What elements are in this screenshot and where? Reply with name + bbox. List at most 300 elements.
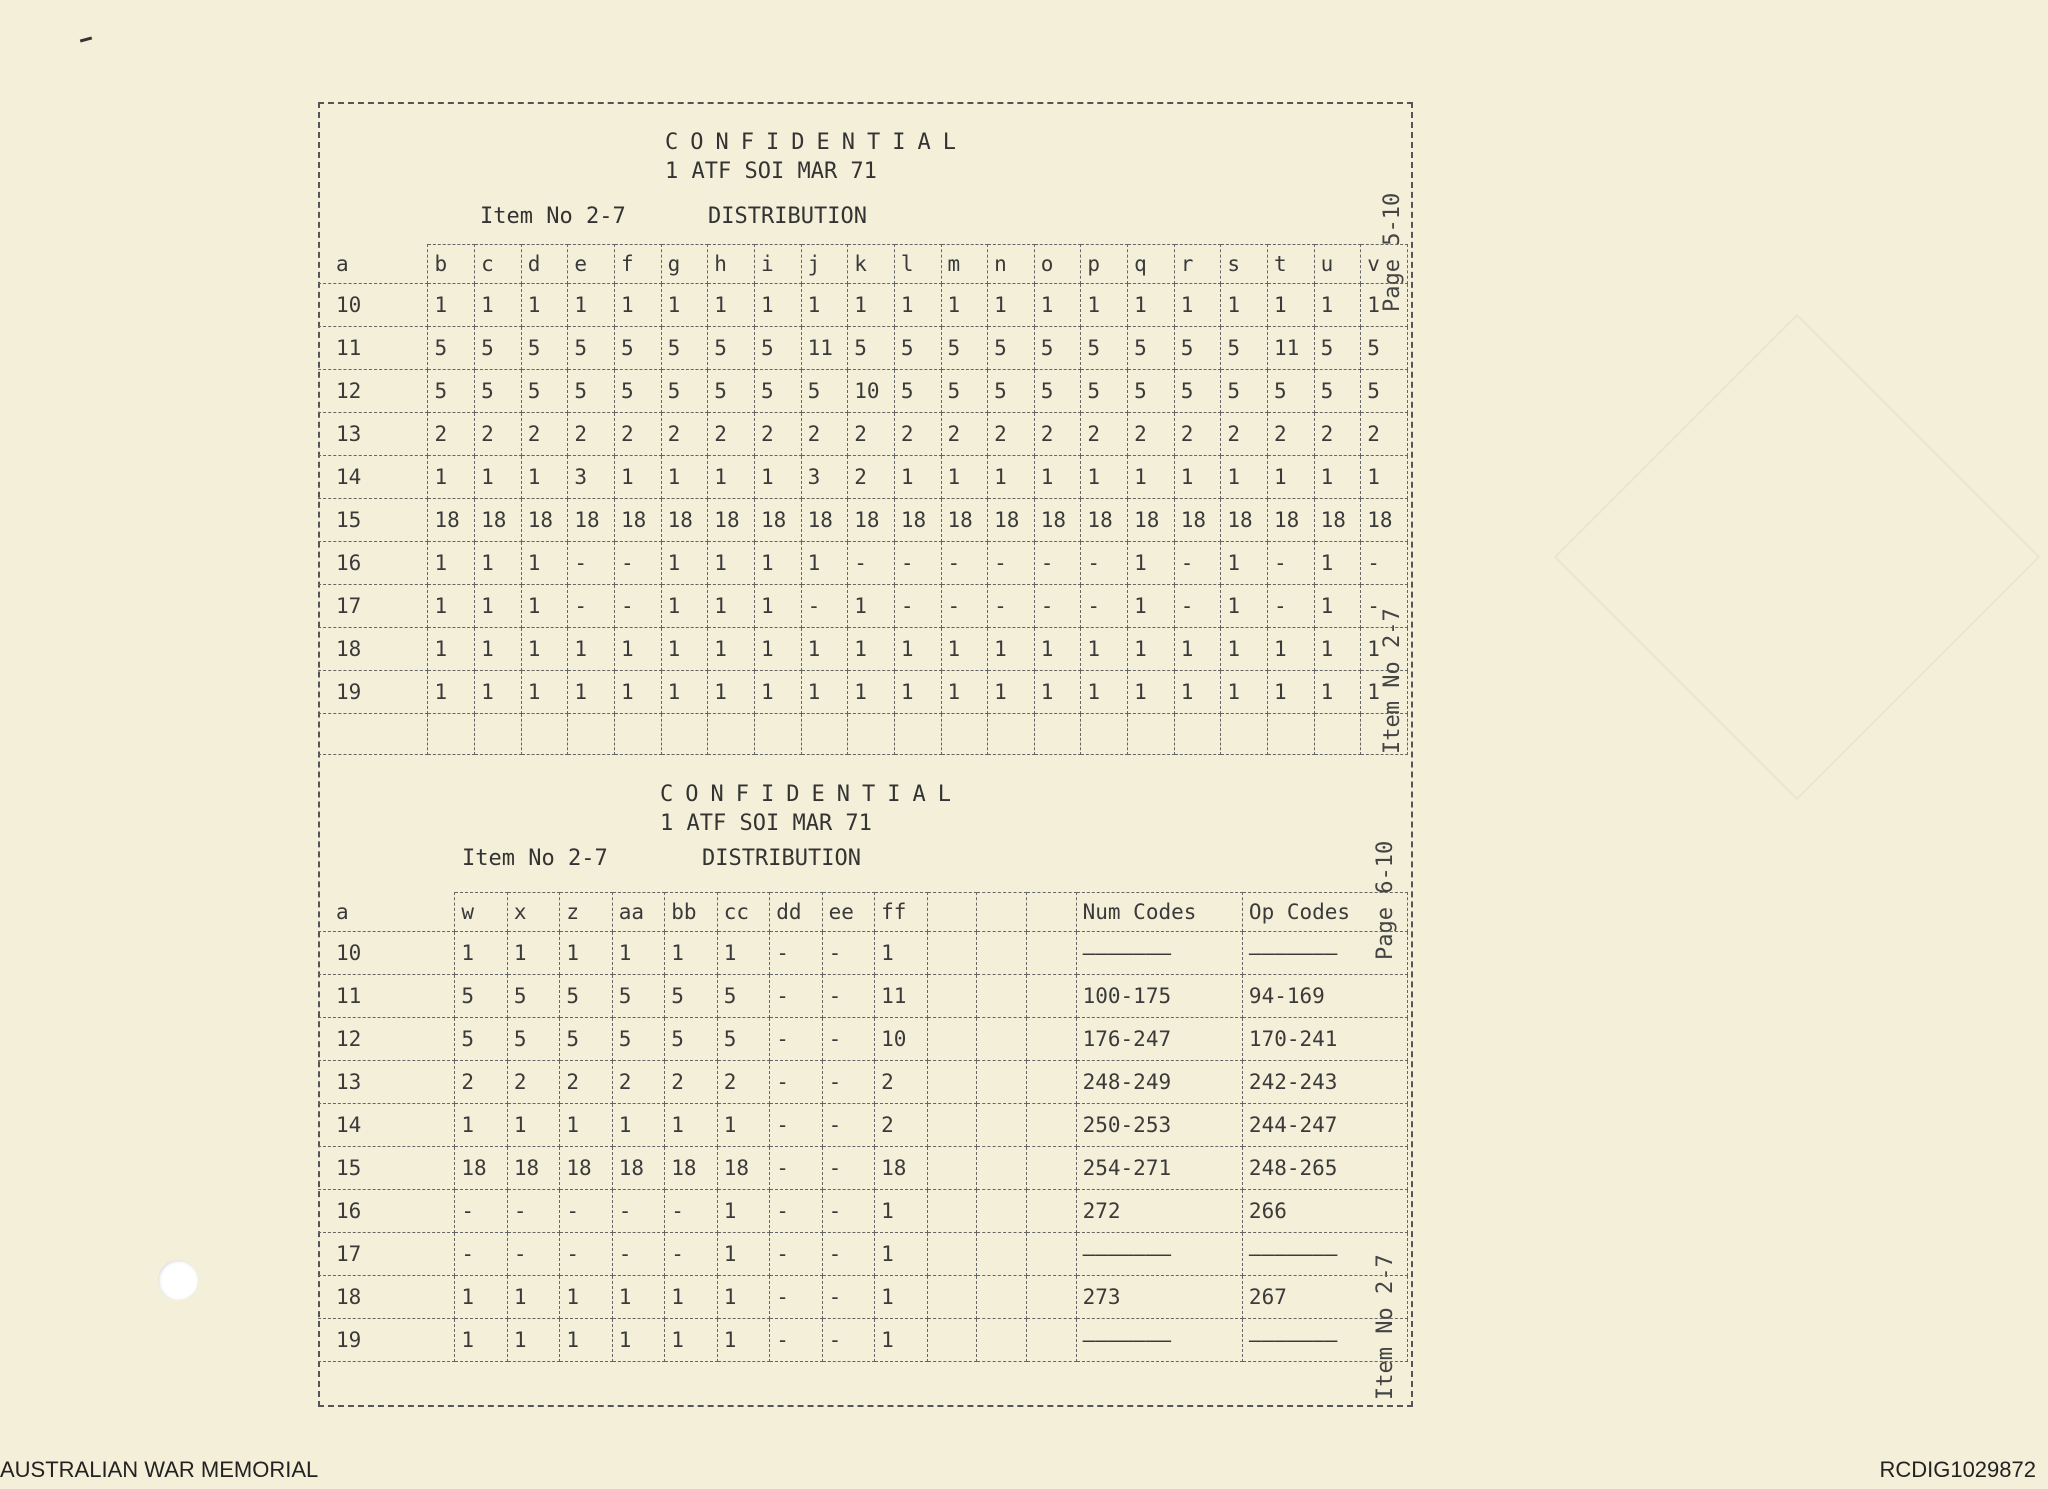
column-header-cell: o (1034, 245, 1081, 284)
column-header-cell: i (754, 245, 801, 284)
table-cell: - (507, 1233, 559, 1276)
row-label-cell: 10 (318, 284, 428, 327)
table-cell: - (1081, 585, 1128, 628)
table-cell: 1 (665, 932, 717, 975)
table-cell: 5 (507, 1018, 559, 1061)
table-cell: 18 (665, 1147, 717, 1190)
op-codes-cell: 248-265 (1242, 1147, 1407, 1190)
column-header-cell: k (848, 245, 895, 284)
row-label-cell: 10 (318, 932, 455, 975)
table-cell: 1 (1174, 628, 1221, 671)
table-cell: 18 (708, 499, 755, 542)
table-cell: 1 (1267, 284, 1314, 327)
table-cell: 5 (455, 975, 507, 1018)
table-cell: 18 (801, 499, 848, 542)
table-cell: 1 (1174, 671, 1221, 714)
table-cell: 1 (428, 628, 475, 671)
column-header-cell: ff (875, 893, 927, 932)
table-cell: 1 (521, 671, 568, 714)
table-cell: 5 (1267, 370, 1314, 413)
table-cell: 1 (708, 671, 755, 714)
table-cell: 1 (1174, 284, 1221, 327)
table-cell: 18 (1128, 499, 1175, 542)
table-cell: 1 (1034, 628, 1081, 671)
table-cell: 1 (754, 671, 801, 714)
num-codes-cell: 100-175 (1076, 975, 1242, 1018)
column-header-cell: v (1361, 245, 1408, 284)
num-codes-cell: ——————— (1076, 932, 1242, 975)
table-cell: 1 (708, 542, 755, 585)
num-codes-cell: ——————— (1076, 1319, 1242, 1362)
table-cell: 5 (1221, 370, 1268, 413)
table-cell: 5 (521, 327, 568, 370)
table-cell: 2 (988, 413, 1035, 456)
op-codes-header: Op Codes (1242, 893, 1407, 932)
table-cell: 5 (661, 370, 708, 413)
table-cell: 1 (875, 1190, 927, 1233)
table-row (318, 1319, 1408, 1362)
table-cell: 2 (801, 413, 848, 456)
table-cell: - (988, 585, 1035, 628)
table-cell: 1 (475, 542, 522, 585)
row-label-cell (318, 714, 428, 755)
table-cell (1174, 714, 1221, 755)
table-cell (1081, 714, 1128, 755)
table-cell: - (941, 585, 988, 628)
row-label-cell: 16 (318, 1190, 455, 1233)
table-cell: 1 (568, 671, 615, 714)
table-cell (708, 714, 755, 755)
table-row (318, 456, 1408, 499)
table-cell: 2 (848, 456, 895, 499)
column-header-cell: w (455, 893, 507, 932)
table-cell: 18 (1174, 499, 1221, 542)
table-cell: - (988, 542, 1035, 585)
table-cell: 5 (1034, 370, 1081, 413)
table-cell: 1 (1221, 628, 1268, 671)
table-cell: - (822, 1061, 874, 1104)
row-header-cell: a (318, 245, 428, 284)
table-cell: 5 (717, 1018, 769, 1061)
table-cell: 5 (1128, 327, 1175, 370)
table-cell: 1 (1221, 456, 1268, 499)
table-cell: 1 (615, 628, 662, 671)
table-cell (801, 714, 848, 755)
table-cell (977, 932, 1027, 975)
table-cell: 1 (1221, 284, 1268, 327)
table-cell: 2 (1314, 413, 1361, 456)
table-cell: 5 (455, 1018, 507, 1061)
column-header-cell: h (708, 245, 755, 284)
table-cell (977, 1147, 1027, 1190)
table-cell: - (1034, 542, 1081, 585)
table-cell: 1 (1034, 284, 1081, 327)
num-codes-header: Num Codes (1076, 893, 1242, 932)
table-cell: 1 (754, 456, 801, 499)
table-cell: 1 (941, 284, 988, 327)
row-label-cell: 14 (318, 456, 428, 499)
page-edge-mark (80, 36, 92, 42)
table-cell (927, 1147, 977, 1190)
table-cell: 5 (475, 370, 522, 413)
table-cell: 18 (1314, 499, 1361, 542)
table-cell: 1 (615, 456, 662, 499)
table-cell: 2 (665, 1061, 717, 1104)
table-cell (1026, 1018, 1076, 1061)
table-cell: 5 (717, 975, 769, 1018)
table-cell: 18 (1034, 499, 1081, 542)
table-cell: 1 (1081, 456, 1128, 499)
table-cell: 5 (941, 327, 988, 370)
table-cell: 1 (521, 456, 568, 499)
table-cell: - (822, 932, 874, 975)
table-cell: 1 (661, 671, 708, 714)
table-cell: 3 (801, 456, 848, 499)
table-cell: 10 (848, 370, 895, 413)
table-cell: - (1267, 585, 1314, 628)
table-cell: 1 (988, 628, 1035, 671)
table-cell: 1 (1267, 456, 1314, 499)
table-cell: 1 (708, 456, 755, 499)
table-cell: 5 (568, 370, 615, 413)
row-label-cell: 15 (318, 499, 428, 542)
table-cell (927, 1018, 977, 1061)
table-cell (1034, 714, 1081, 755)
table-cell: 5 (661, 327, 708, 370)
table-row (318, 1147, 1408, 1190)
table-cell: 2 (1361, 413, 1408, 456)
table-cell: 5 (521, 370, 568, 413)
op-codes-cell: 170-241 (1242, 1018, 1407, 1061)
table-cell: - (848, 542, 895, 585)
table-cell: 2 (568, 413, 615, 456)
item-number: Item No 2-7 (480, 204, 626, 229)
table-cell: 1 (428, 671, 475, 714)
distribution-sheet-page-6 (320, 760, 1410, 1405)
table-cell: 1 (475, 671, 522, 714)
table-cell: 18 (615, 499, 662, 542)
table-cell: 1 (560, 1319, 612, 1362)
table-cell (927, 1319, 977, 1362)
table-cell: 1 (661, 542, 708, 585)
table-cell: - (822, 1319, 874, 1362)
table-cell: 1 (1034, 456, 1081, 499)
table-cell: 1 (1128, 284, 1175, 327)
table-cell: 1 (661, 628, 708, 671)
column-header-cell: e (568, 245, 615, 284)
table-cell (977, 975, 1027, 1018)
table-cell: 2 (717, 1061, 769, 1104)
table-cell: 11 (801, 327, 848, 370)
column-header-cell: g (661, 245, 708, 284)
table-cell: - (822, 1233, 874, 1276)
row-label-cell: 19 (318, 1319, 455, 1362)
table-cell: 5 (665, 1018, 717, 1061)
table-cell: 11 (1267, 327, 1314, 370)
table-cell: 5 (754, 327, 801, 370)
table-cell: 2 (455, 1061, 507, 1104)
num-codes-cell: 254-271 (1076, 1147, 1242, 1190)
table-cell: 1 (848, 628, 895, 671)
table-cell (1026, 932, 1076, 975)
table-cell: 5 (612, 975, 664, 1018)
table-row (318, 1018, 1408, 1061)
side-item-label: Item No 2-7 (1373, 1254, 1398, 1400)
column-header-cell: aa (612, 893, 664, 932)
table-cell: 18 (941, 499, 988, 542)
table-cell: 1 (875, 1233, 927, 1276)
table-cell: 2 (708, 413, 755, 456)
table-cell: 1 (848, 585, 895, 628)
table-cell: 1 (475, 456, 522, 499)
table-cell: 1 (875, 1319, 927, 1362)
op-codes-cell: 266 (1242, 1190, 1407, 1233)
table-cell: 5 (1361, 370, 1408, 413)
table-cell (1267, 714, 1314, 755)
table-cell: - (822, 1147, 874, 1190)
distribution-sheet-page-5 (320, 104, 1410, 754)
column-header-cell: z (560, 893, 612, 932)
table-cell (521, 714, 568, 755)
op-codes-cell: 267 (1242, 1276, 1407, 1319)
table-cell: 1 (894, 284, 941, 327)
row-label-cell: 11 (318, 327, 428, 370)
table-cell (1026, 1190, 1076, 1233)
table-row (318, 327, 1408, 370)
table-cell: 1 (875, 932, 927, 975)
table-cell: 1 (988, 456, 1035, 499)
table-cell (977, 1233, 1027, 1276)
distribution-label: DISTRIBUTION (708, 204, 867, 229)
row-label-cell: 16 (318, 542, 428, 585)
table-cell: - (822, 975, 874, 1018)
table-cell: 5 (1314, 327, 1361, 370)
table-row (318, 1190, 1408, 1233)
table-cell: 1 (1128, 628, 1175, 671)
table-cell: - (1034, 585, 1081, 628)
row-header-cell: a (318, 893, 455, 932)
table-cell: 2 (521, 413, 568, 456)
table-cell: 2 (754, 413, 801, 456)
row-label-cell: 18 (318, 1276, 455, 1319)
table-cell: 2 (1128, 413, 1175, 456)
table-cell: 5 (568, 327, 615, 370)
table-cell: 1 (894, 671, 941, 714)
table-cell: 1 (894, 456, 941, 499)
table-cell (661, 714, 708, 755)
table-cell: 1 (560, 932, 612, 975)
table-cell: 1 (717, 1190, 769, 1233)
table-cell: 1 (1081, 628, 1128, 671)
op-codes-cell: ——————— (1242, 1319, 1407, 1362)
table-cell: 2 (894, 413, 941, 456)
table-cell (1026, 1233, 1076, 1276)
table-cell: 18 (848, 499, 895, 542)
top-header (665, 130, 968, 184)
table-cell: 1 (428, 456, 475, 499)
table-cell: 18 (754, 499, 801, 542)
table-row (318, 542, 1408, 585)
page-label: Page 5-10 (1380, 192, 1405, 312)
table-cell: 1 (507, 1319, 559, 1362)
table-cell (848, 714, 895, 755)
table-cell: 1 (1361, 628, 1408, 671)
table-cell: 18 (717, 1147, 769, 1190)
column-header-cell: n (988, 245, 1035, 284)
column-header-cell: d (521, 245, 568, 284)
table-cell: - (822, 1104, 874, 1147)
table-row-empty (318, 714, 1408, 755)
table-cell: - (665, 1190, 717, 1233)
table-cell (1026, 1061, 1076, 1104)
table-cell: - (455, 1233, 507, 1276)
table-cell (977, 1061, 1027, 1104)
table-cell (927, 1276, 977, 1319)
row-label-cell: 13 (318, 1061, 455, 1104)
distribution-table (318, 244, 1408, 755)
column-header-cell: u (1314, 245, 1361, 284)
row-label-cell: 15 (318, 1147, 455, 1190)
table-cell: 2 (1174, 413, 1221, 456)
table-row (318, 413, 1408, 456)
table-cell: 5 (708, 327, 755, 370)
table-cell: - (612, 1190, 664, 1233)
column-header-cell: ee (822, 893, 874, 932)
table-cell: 1 (1221, 671, 1268, 714)
table-cell: 1 (1081, 671, 1128, 714)
table-cell: 2 (1221, 413, 1268, 456)
table-cell: - (822, 1190, 874, 1233)
table-header-row (318, 893, 1408, 932)
table-cell: - (1081, 542, 1128, 585)
watermark-emblem (1554, 314, 2040, 800)
table-cell: 1 (661, 585, 708, 628)
table-cell: - (1174, 542, 1221, 585)
column-header-cell: j (801, 245, 848, 284)
table-cell: 18 (875, 1147, 927, 1190)
table-cell: 1 (1128, 585, 1175, 628)
distribution-codes-table (318, 892, 1408, 1362)
table-cell: - (1361, 585, 1408, 628)
table-cell: 18 (568, 499, 615, 542)
table-cell: 1 (521, 585, 568, 628)
table-cell: 5 (1034, 327, 1081, 370)
table-cell: 1 (568, 284, 615, 327)
table-cell: - (770, 1061, 822, 1104)
table-cell: 5 (560, 1018, 612, 1061)
table-cell: 1 (612, 1104, 664, 1147)
op-codes-cell: 242-243 (1242, 1061, 1407, 1104)
table-cell: 1 (754, 585, 801, 628)
table-cell: 2 (560, 1061, 612, 1104)
table-cell: 5 (1174, 327, 1221, 370)
table-cell: 1 (754, 542, 801, 585)
num-codes-cell: 176-247 (1076, 1018, 1242, 1061)
table-cell: 5 (894, 370, 941, 413)
table-cell: 2 (875, 1061, 927, 1104)
table-cell (1361, 714, 1408, 755)
table-cell: - (1361, 542, 1408, 585)
table-cell: 18 (1221, 499, 1268, 542)
table-cell (941, 714, 988, 755)
table-cell: - (770, 1104, 822, 1147)
table-cell: 1 (988, 284, 1035, 327)
table-cell: 2 (941, 413, 988, 456)
table-cell: 2 (1034, 413, 1081, 456)
table-cell: 1 (455, 1104, 507, 1147)
table-cell: 1 (661, 456, 708, 499)
table-cell: 1 (507, 932, 559, 975)
table-cell: 18 (521, 499, 568, 542)
table-cell: 1 (717, 1276, 769, 1319)
table-cell: 5 (615, 370, 662, 413)
table-cell: 5 (1361, 327, 1408, 370)
table-cell: - (1267, 542, 1314, 585)
table-cell: 1 (717, 1104, 769, 1147)
column-header-cell: m (941, 245, 988, 284)
table-cell: 18 (475, 499, 522, 542)
table-cell: 1 (521, 284, 568, 327)
table-cell: 1 (801, 628, 848, 671)
table-cell: 1 (941, 671, 988, 714)
column-header-cell: bb (665, 893, 717, 932)
table-cell: 1 (455, 1276, 507, 1319)
table-cell: 18 (1267, 499, 1314, 542)
table-cell (927, 975, 977, 1018)
column-header-cell: t (1267, 245, 1314, 284)
table-cell: 1 (568, 628, 615, 671)
table-cell: 5 (475, 327, 522, 370)
table-row (318, 370, 1408, 413)
table-cell: 1 (941, 628, 988, 671)
column-header-cell: q (1128, 245, 1175, 284)
column-header-cell (927, 893, 977, 932)
table-cell: - (612, 1233, 664, 1276)
classification-label: CONFIDENTIAL (660, 782, 963, 807)
table-cell: 1 (521, 542, 568, 585)
table-cell: 1 (612, 1319, 664, 1362)
table-cell: 5 (708, 370, 755, 413)
table-header-row (318, 245, 1408, 284)
table-cell: 1 (455, 932, 507, 975)
table-cell: 1 (1081, 284, 1128, 327)
table-row (318, 1061, 1408, 1104)
table-cell: - (894, 585, 941, 628)
table-cell: - (770, 1319, 822, 1362)
column-header-cell: cc (717, 893, 769, 932)
table-cell: - (822, 1018, 874, 1061)
table-cell (1221, 714, 1268, 755)
table-cell: 1 (717, 932, 769, 975)
table-cell: 1 (665, 1276, 717, 1319)
table-cell: 1 (708, 585, 755, 628)
table-cell: 1 (1221, 542, 1268, 585)
row-label-cell: 14 (318, 1104, 455, 1147)
table-cell: 2 (475, 413, 522, 456)
table-cell: 5 (428, 370, 475, 413)
table-cell: 2 (875, 1104, 927, 1147)
table-cell: - (560, 1190, 612, 1233)
row-label-cell: 17 (318, 585, 428, 628)
table-cell: - (770, 1147, 822, 1190)
num-codes-cell: 250-253 (1076, 1104, 1242, 1147)
table-cell: 5 (665, 975, 717, 1018)
table-cell: 18 (507, 1147, 559, 1190)
table-cell (1128, 714, 1175, 755)
table-cell (754, 714, 801, 755)
table-cell: 1 (1267, 671, 1314, 714)
table-cell: 1 (507, 1104, 559, 1147)
